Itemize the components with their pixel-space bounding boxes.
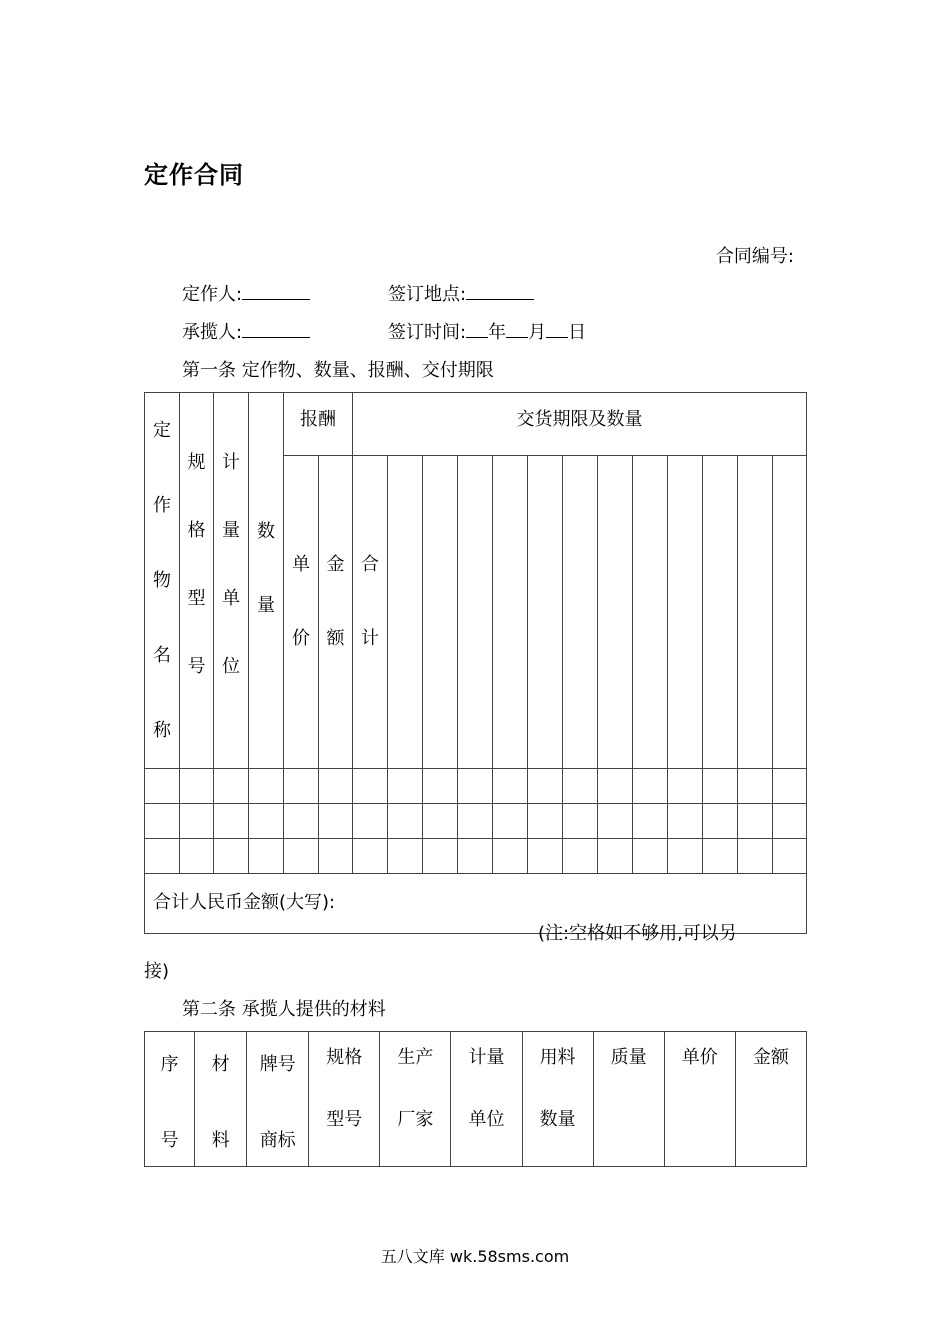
header-quality: 质量 <box>593 1032 664 1167</box>
delivery-col <box>528 455 563 768</box>
header-brand: 牌号 商标 <box>247 1032 309 1167</box>
table-row <box>145 769 807 804</box>
note-line-2: 接) <box>144 961 170 982</box>
header-manufacturer: 生产 厂家 <box>380 1032 451 1167</box>
header-spec-model: 规 格 型 号 <box>180 393 214 769</box>
header-total: 合 计 <box>353 455 388 768</box>
header-item-name: 定 作 物 名 称 <box>145 393 180 769</box>
contractor-row <box>182 318 587 344</box>
sign-time-label: 签订时间: <box>388 322 467 343</box>
materials-table <box>144 1031 807 1167</box>
header-unit-price: 单价 <box>664 1032 735 1167</box>
note-line-1: (注:空格如不够用,可以另 <box>538 923 737 944</box>
total-rmb-label: 合计人民币金额(大写): <box>153 892 336 913</box>
page-title: 定作合同 <box>144 161 244 189</box>
header-delivery: 交货期限及数量 <box>353 393 807 456</box>
contract-number-label: 合同编号: <box>715 246 794 267</box>
header-remuneration: 报酬 <box>284 393 353 456</box>
deliverables-table <box>144 392 807 934</box>
header-measure-unit: 计 量 单 位 <box>214 393 249 769</box>
month-label: 月 <box>528 322 547 343</box>
month-blank[interactable] <box>506 319 528 338</box>
delivery-col <box>458 455 493 768</box>
footer-watermark: 五八文库 wk.58sms.com <box>380 1247 570 1266</box>
year-label: 年 <box>488 322 507 343</box>
year-blank[interactable] <box>466 319 488 338</box>
delivery-col <box>773 455 807 768</box>
header-quantity: 数 量 <box>249 393 284 769</box>
contractor-label: 承揽人: <box>182 322 243 343</box>
delivery-col <box>633 455 668 768</box>
sign-place-blank[interactable] <box>466 281 534 300</box>
header-serial-no: 序 号 <box>145 1032 195 1167</box>
header-material-qty: 用料 数量 <box>522 1032 593 1167</box>
article-1-heading: 第一条 定作物、数量、报酬、交付期限 <box>182 360 494 381</box>
article-2-heading: 第二条 承揽人提供的材料 <box>182 999 386 1020</box>
delivery-col <box>423 455 458 768</box>
delivery-col <box>738 455 773 768</box>
delivery-col <box>493 455 528 768</box>
sign-place-label: 签订地点: <box>388 284 467 305</box>
delivery-col <box>703 455 738 768</box>
day-label: 日 <box>568 322 587 343</box>
table-row <box>145 804 807 839</box>
day-blank[interactable] <box>546 319 568 338</box>
header-unit: 计量 单位 <box>451 1032 522 1167</box>
delivery-col <box>668 455 703 768</box>
delivery-col <box>598 455 633 768</box>
header-amount: 金额 <box>735 1032 806 1167</box>
header-unit-price: 单 价 <box>284 455 319 768</box>
table-row <box>145 839 807 874</box>
orderer-blank[interactable] <box>242 281 310 300</box>
orderer-label: 定作人: <box>182 284 243 305</box>
contractor-blank[interactable] <box>242 319 310 338</box>
header-amount: 金 额 <box>319 455 353 768</box>
delivery-col <box>563 455 598 768</box>
header-spec: 规格 型号 <box>309 1032 380 1167</box>
delivery-col <box>388 455 423 768</box>
header-material: 材 料 <box>195 1032 247 1167</box>
orderer-row <box>182 280 467 306</box>
